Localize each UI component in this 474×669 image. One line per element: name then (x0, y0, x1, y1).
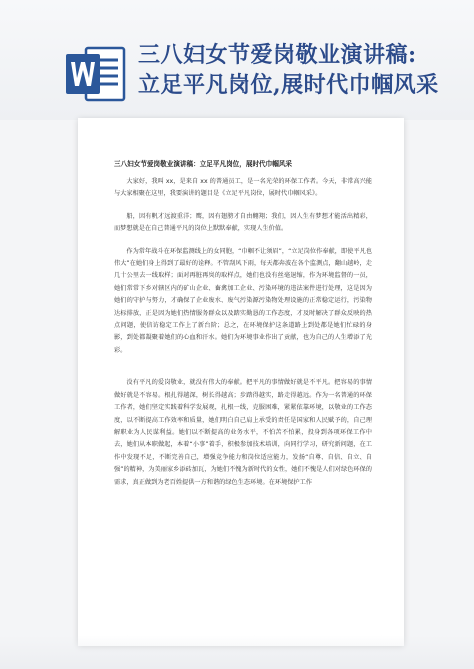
headline-line-1: 三八妇女节爱岗敬业演讲稿: (138, 42, 417, 68)
document-title: 三八妇女节爱岗敬业演讲稿：立足平凡岗位，展时代巾帼风采 (114, 160, 293, 168)
document-page (78, 118, 404, 646)
word-document-icon (64, 42, 128, 106)
paragraph: 船，因有帆才远渡重洋；鹰，因有翅膀才自由翱翔；我们，因人生有梦想才能活出精彩，而梦想就是在自己普通平凡的岗位上默默奉献，实现人生价值。 (114, 212, 372, 233)
headline-line-2: 立足平凡岗位,展时代巾帼风采 (138, 72, 439, 98)
document-body (114, 176, 372, 499)
paragraph: 没有平凡的爱岗敬业，就没有伟大的奉献。把平凡的事情做好就是不平凡。把容易的事情做好就是不容易。根扎得越深，树长得越高；步踏得越实，路走得越远。作为一名普通的环保工作者，她们坚定实践着科学发展观，扎根一线，克服困难，紧紧依靠环境，以敬业的工作态度，以不断提高工作效率和质量，她们明白自己肩上承受的责任是国家和人民赋予的，自己理解职业为人民谋利益。她们以不断提高的业务水平，不怕苦不怕累，投身到各项环保工作中去，她们从本职做起，本着“小事”着手，积极参加技术培训，向同行学习，研究新问题，在工作中发现不足，不断完善自己，增强竞争能力和岗位适应能力，发扬“自尊、自信、自立、自强”的精神，为美丽家乡添砖加瓦，为她们不愧为新时代的女性，她们不愧是人们对绿色环保的需求，真正做到为老百姓提供一方和谐的绿色生态环境。在环境保护工作 (114, 379, 372, 486)
bottom-fade (0, 635, 474, 669)
paragraph: 作为常年战斗在环保监测线上的女同胞，“巾帼不让须眉”，“立足岗位作奉献，即使平凡也伟大”在她们身上得到了最好的诠释。不管刮风下雨，每天都奔波在各个监测点，翻山越岭，走几十公里去一线取样；面对再脏再臭的取样点，她们也没有丝毫退缩，作为环境监督的一员，她们常常下乡对辖区内的矿山企业、畜禽加工企业、污染环境的违法案件进行处理，这是因为她们的守护与努力，才确保了企业废水、废气污染源污染物处理设施的正常稳定运行，污染物达标排放，正是因为她们热情服务群众以及踏实勤恳的工作态度，才及时解决了群众反映的热点问题，使信访稳定工作上了新台阶；总之，在环境保护这条道路上到处都是她们忙碌的身影，到处都凝聚着她们的心血和汗水。她们为环境事业作出了贡献，也为自己的人生增添了光彩。 (114, 247, 372, 354)
header-banner (0, 0, 474, 120)
page-headline (138, 40, 439, 100)
paragraph: 大家好，我叫 xx，是来自 xx 的普通员工，是一名光荣的环保工作者。今天，非常高兴能与大家相聚在这里，我要演讲的题目是《立足平凡岗位，展时代巾帼风采》。 (114, 178, 372, 198)
